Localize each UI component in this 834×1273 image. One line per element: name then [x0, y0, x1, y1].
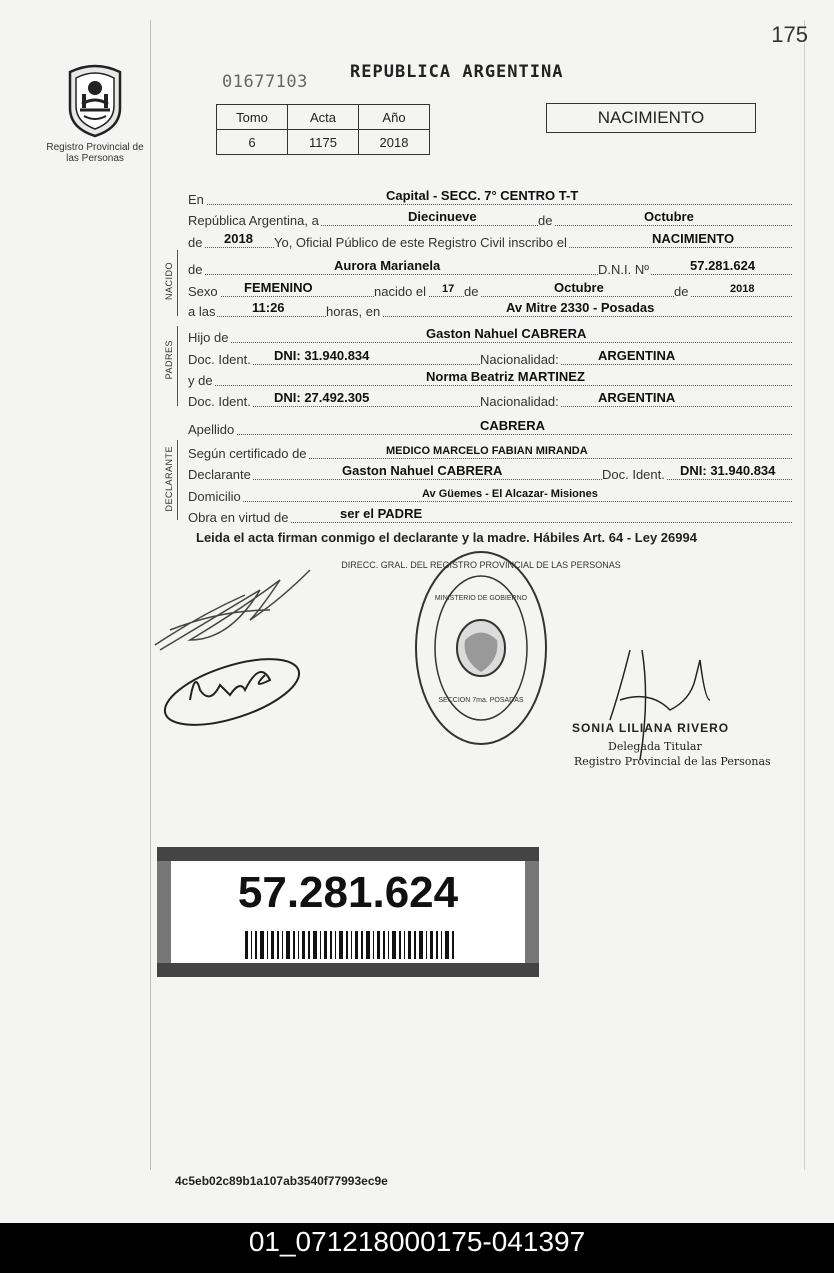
value-padre-nac: ARGENTINA	[598, 348, 676, 363]
label-de-5: de	[674, 284, 689, 299]
value-declarante-doc: DNI: 31.940.834	[680, 463, 776, 478]
row-padre	[188, 322, 792, 343]
section-label-nacido: NACIDO	[164, 262, 174, 301]
label-republica: República Argentina, a	[188, 213, 319, 228]
right-margin-line	[804, 20, 805, 1170]
label-apellido: Apellido	[188, 422, 235, 437]
label-y-de: y de	[188, 373, 213, 388]
label-de: de	[538, 213, 553, 228]
value-tomo: 6	[217, 130, 288, 155]
header-acta: Acta	[288, 105, 359, 130]
section-label-declarante: DECLARANTE	[164, 446, 174, 512]
serial-number: 01677103	[222, 72, 308, 92]
value-nombre: Aurora Marianela	[334, 258, 441, 273]
document-title: REPUBLICA ARGENTINA	[350, 62, 564, 82]
row-padre-doc	[188, 344, 792, 365]
value-dia-nac: 17	[442, 283, 455, 295]
row-madre-doc	[188, 386, 792, 407]
row-madre	[188, 365, 792, 386]
official-stamp	[341, 552, 620, 744]
label-sexo: Sexo	[188, 284, 218, 299]
label-nacionalidad: Nacionalidad:	[480, 352, 559, 367]
closing-note: Leida el acta firman conmigo el declarante y la madre. Hábiles Art. 64 - Ley 26994	[196, 530, 697, 545]
value-declarante: Gaston Nahuel CABRERA	[342, 463, 503, 478]
value-lugar-nac: Av Mitre 2330 - Posadas	[506, 300, 655, 315]
record-table-header-row	[217, 105, 430, 130]
label-doc-ident-2: Doc. Ident.	[188, 394, 251, 409]
label-doc-ident-3: Doc. Ident.	[602, 467, 665, 482]
value-hora: 11:26	[252, 300, 285, 315]
row-domicilio	[188, 481, 792, 502]
value-anio: 2018	[359, 130, 430, 155]
label-obra: Obra en virtud de	[188, 510, 289, 525]
label-yo: Yo, Oficial Público de este Registro Civil inscribo el	[274, 235, 567, 250]
nacido-section-line	[177, 250, 178, 316]
declarant-signature	[155, 570, 310, 650]
footer-code: 01_071218000175-041397	[248, 1226, 586, 1257]
value-dia-letras: Diecinueve	[408, 209, 477, 224]
row-inscripcion	[188, 227, 792, 248]
value-mes-nac: Octubre	[554, 280, 604, 295]
document-hash: 4c5eb02c89b1a107ab3540f77993ec9e	[175, 1174, 388, 1188]
label-declarante: Declarante	[188, 467, 251, 482]
value-apellido: CABRERA	[480, 418, 545, 433]
value-lugar: Capital - SECC. 7° CENTRO T-T	[386, 188, 579, 203]
officer-title: Delegada Titular	[608, 740, 702, 753]
stamp-bottom-text: SECCION 7ma. POSADAS	[438, 697, 524, 704]
row-fecha-inscripcion	[188, 205, 792, 226]
sticker-dni-number: 57.281.624	[237, 868, 459, 917]
row-sexo	[188, 276, 792, 297]
label-a-las: a las	[188, 304, 216, 319]
row-apellido	[188, 414, 792, 435]
label-doc-ident: Doc. Ident.	[188, 352, 251, 367]
value-padre-doc: DNI: 31.940.834	[274, 348, 370, 363]
row-certificado	[188, 438, 792, 459]
value-madre-doc: DNI: 27.492.305	[274, 390, 370, 405]
label-de-3: de	[188, 262, 203, 277]
record-table	[216, 104, 430, 155]
declarante-section-line	[177, 440, 178, 520]
label-nacido-el: nacido el	[374, 284, 427, 299]
stamp-inner-text: MINISTERIO DE GOBIERNO	[434, 595, 528, 602]
row-hora	[188, 296, 792, 317]
header-anio: Año	[359, 105, 430, 130]
padres-section-line	[177, 326, 178, 406]
page-number: 175	[771, 22, 808, 47]
label-domicilio: Domicilio	[188, 489, 241, 504]
value-tipo-inscripcion: NACIMIENTO	[652, 231, 735, 246]
label-de-4: de	[464, 284, 479, 299]
value-virtud: ser el PADRE	[340, 506, 423, 521]
value-certificado: MEDICO MARCELO FABIAN MIRANDA	[386, 445, 588, 457]
label-hijo-de: Hijo de	[188, 330, 229, 345]
label-segun: Según certificado de	[188, 446, 307, 461]
header-tomo: Tomo	[217, 105, 288, 130]
value-mes-letras: Octubre	[644, 209, 694, 224]
label-dni: D.N.I. Nº	[598, 262, 649, 277]
value-madre: Norma Beatriz MARTINEZ	[426, 369, 585, 384]
registry-caption: Registro Provincial de las Personas	[46, 142, 144, 164]
value-anio-nac: 2018	[730, 283, 755, 295]
value-domicilio: Av Güemes - El Alcazar- Misiones	[422, 488, 598, 500]
stamp-ring-text: DIRECC. GRAL. DEL REGISTRO PROVINCIAL DE LAS PERSONAS	[341, 560, 621, 570]
record-table-value-row	[217, 130, 430, 155]
value-dni: 57.281.624	[690, 258, 756, 273]
value-acta: 1175	[288, 130, 359, 155]
value-anio-inscripcion: 2018	[224, 231, 253, 246]
label-horas-en: horas, en	[326, 304, 381, 319]
value-madre-nac: ARGENTINA	[598, 390, 676, 405]
officer-name: SONIA LILIANA RIVERO	[572, 721, 730, 735]
row-virtud	[188, 502, 792, 523]
row-nombre	[188, 254, 792, 275]
label-de-2: de	[188, 235, 203, 250]
section-label-padres: PADRES	[164, 340, 174, 380]
row-lugar	[188, 184, 792, 205]
row-declarante	[188, 459, 792, 480]
label-en: En	[188, 192, 204, 207]
officer-org: Registro Provincial de las Personas	[574, 755, 771, 768]
record-type-box: NACIMIENTO	[546, 103, 756, 133]
label-nacionalidad-2: Nacionalidad:	[480, 394, 559, 409]
mother-signature	[157, 646, 306, 739]
value-padre: Gaston Nahuel CABRERA	[426, 326, 587, 341]
province-emblem-icon	[62, 58, 128, 138]
value-sexo: FEMENINO	[244, 280, 313, 295]
